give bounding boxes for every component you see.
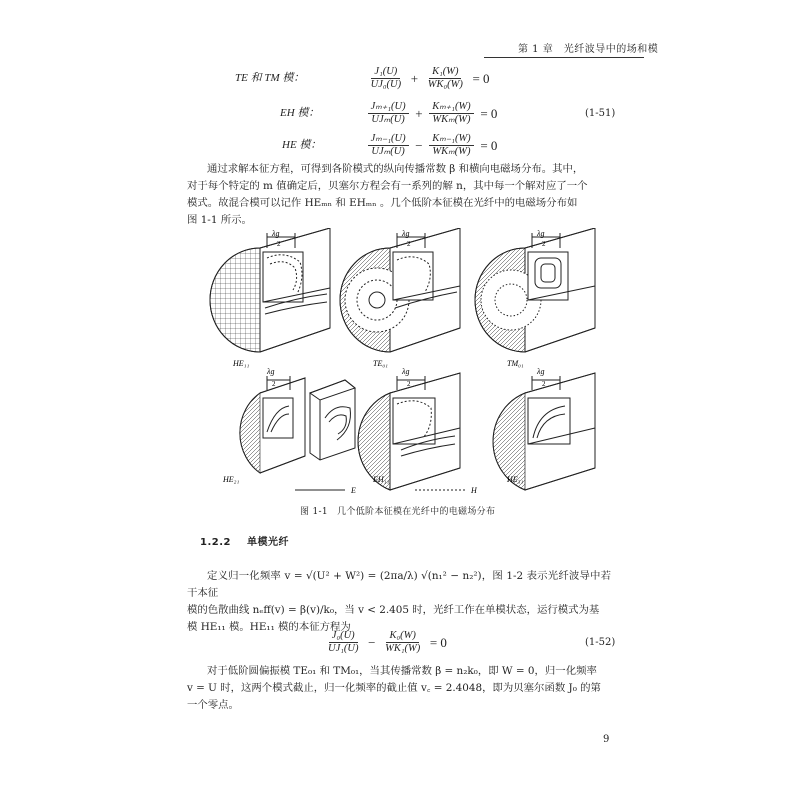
equation-he11: $\frac{\text{J₀(U)}}{\text{UJ₁(U)}}$ − $\frac{\text{K₀(W)}}{\text{WK₁(W)}}$ = 0 — [325, 630, 451, 655]
mode-label-tm01: TM₀₁ — [507, 359, 524, 368]
fraction: $\frac{\text{J₀(U)}}{\text{UJ₁(U)}}$ — [328, 630, 359, 654]
half-label: 2 — [407, 240, 411, 248]
mode-label-te01: TE₀₁ — [373, 359, 388, 368]
fraction: $\frac{\text{Jₘ₊₁(U)}}{\text{UJₘ(U)}}$ — [368, 101, 409, 126]
text-line: 图 1-1 所示。 — [187, 214, 252, 226]
mode-tm01-drawing — [475, 228, 595, 352]
mode-field-diagram — [205, 228, 605, 510]
equation-eh: EH 模： $\frac{\text{Jₘ₊₁(U)}}{\text{UJₘ(U)}}$ + $\frac{\text{Kₘ₊₁(W)}}{\text{WKₘ(W)}}$ = 0 — [280, 101, 498, 125]
he-label: HE 模： — [282, 138, 322, 151]
running-header: 第 1 章 光纤波导中的场和模 — [518, 44, 659, 55]
fraction: $\frac{\text{Kₘ₊₁(W)}}{\text{WKₘ(W)}}$ — [429, 101, 473, 126]
text-line: 对于低阶圆偏振模 TE₀₁ 和 TM₀₁，当其传播常数 β = n₂k₀，即 W = 0，归一化频率 — [207, 665, 597, 677]
section-heading — [200, 533, 289, 548]
header-rule — [484, 57, 644, 58]
mode-eh11-drawing — [358, 373, 460, 490]
fraction: $\frac{\text{Kₘ₋₁(W)}}{\text{WKₘ(W)}}$ — [429, 133, 473, 158]
lambda-label: λg — [537, 367, 545, 376]
lambda-label: λg — [537, 229, 545, 238]
lambda-label: λg — [402, 367, 410, 376]
text-line: 一个零点。 — [187, 699, 239, 711]
fraction: $\frac{\text{J₁(U)}}{\text{UJ₀(U)}}$ — [370, 66, 402, 90]
paragraph-intro — [187, 161, 611, 229]
half-label: 2 — [277, 240, 281, 248]
mode-he21-drawing — [240, 376, 355, 473]
mode-he11-drawing — [210, 228, 330, 352]
paragraph-cutoff — [187, 663, 611, 714]
equation-number: (1-51) — [585, 108, 616, 119]
eh-label: EH 模： — [280, 106, 320, 119]
legend-e-label: E — [351, 486, 356, 495]
fraction: $\frac{\text{Jₘ₋₁(U)}}{\text{UJₘ(U)}}$ — [368, 133, 409, 158]
fraction: $\frac{\text{K₀(W)}}{\text{WK₁(W)}}$ — [385, 630, 421, 654]
figure-caption: 图 1-1 几个低阶本征模在光纤中的电磁场分布 — [300, 507, 496, 517]
text-line: 模的色散曲线 nₑff(v) = β(v)/k₀，当 v < 2.405 时，光纤工作在单模状态，运行模式为基 — [187, 604, 600, 616]
equation-number: (1-52) — [585, 637, 616, 648]
figure-1-1 — [205, 228, 605, 510]
paragraph-single-mode — [187, 568, 611, 636]
equation-he: HE 模： $\frac{\text{Jₘ₋₁(U)}}{\text{UJₘ(U)}}$ − $\frac{\text{Kₘ₋₁(W)}}{\text{WKₘ(W)}}$ = 0 — [282, 133, 498, 157]
text-line: v = U 时，这两个模式截止，归一化频率的截止值 v꜀ = 2.4048，即为贝塞尔函数 J₀ 的第 — [187, 682, 601, 694]
lambda-label: λg — [267, 367, 275, 376]
page-number: 9 — [603, 734, 610, 745]
section-number: 1.2.2 — [200, 537, 231, 548]
mode-te01-drawing — [340, 228, 460, 352]
mode-label-he11: HE₁₁ — [233, 359, 250, 368]
lambda-label: λg — [402, 229, 410, 238]
mode-label-eh11: EH₁₁ — [373, 475, 390, 484]
half-label: 2 — [272, 380, 276, 388]
te-tm-label: TE 和 TM 模： — [235, 71, 305, 84]
fraction: $\frac{\text{K₁(W)}}{\text{WK₀(W)}}$ — [427, 66, 463, 90]
equation-te-tm: TE 和 TM 模： $\frac{\text{J₁(U)}}{\text{UJ₀(U)}}$ + $\frac{\text{K₁(W)}}{\text{WK₀(W)}}$ = 0 — [235, 66, 490, 90]
half-label: 2 — [407, 380, 411, 388]
mode-label-he31: HE₃₁ — [507, 475, 524, 484]
section-title: 单模光纤 — [246, 537, 289, 548]
mode-he31-drawing — [493, 373, 595, 490]
mode-label-he21: HE₂₁ — [223, 475, 240, 484]
text-line: 定义归一化频率 v = √(U² + W²) = (2πa/λ) √(n₁² − n₂²)，图 1-2 表示光纤波导中若干本征 — [187, 570, 611, 599]
half-label: 2 — [542, 380, 546, 388]
half-label: 2 — [542, 240, 546, 248]
text-line: 模 HE₁₁ 模。HE₁₁ 模的本征方程为 — [187, 621, 351, 633]
text-line: 通过求解本征方程，可得到各阶模式的纵向传播常数 β 和横向电磁场分布。其中， — [207, 163, 584, 175]
text-line: 模式。故混合模可以记作 HEₘₙ 和 EHₘₙ 。几个低阶本征模在光纤中的电磁场分布如 — [187, 197, 578, 209]
lambda-label: λg — [272, 229, 280, 238]
legend-h-label: H — [471, 486, 477, 495]
text-line: 对于每个特定的 m 值确定后，贝塞尔方程会有一系列的解 n，其中每一个解对应了一个 — [187, 180, 588, 192]
